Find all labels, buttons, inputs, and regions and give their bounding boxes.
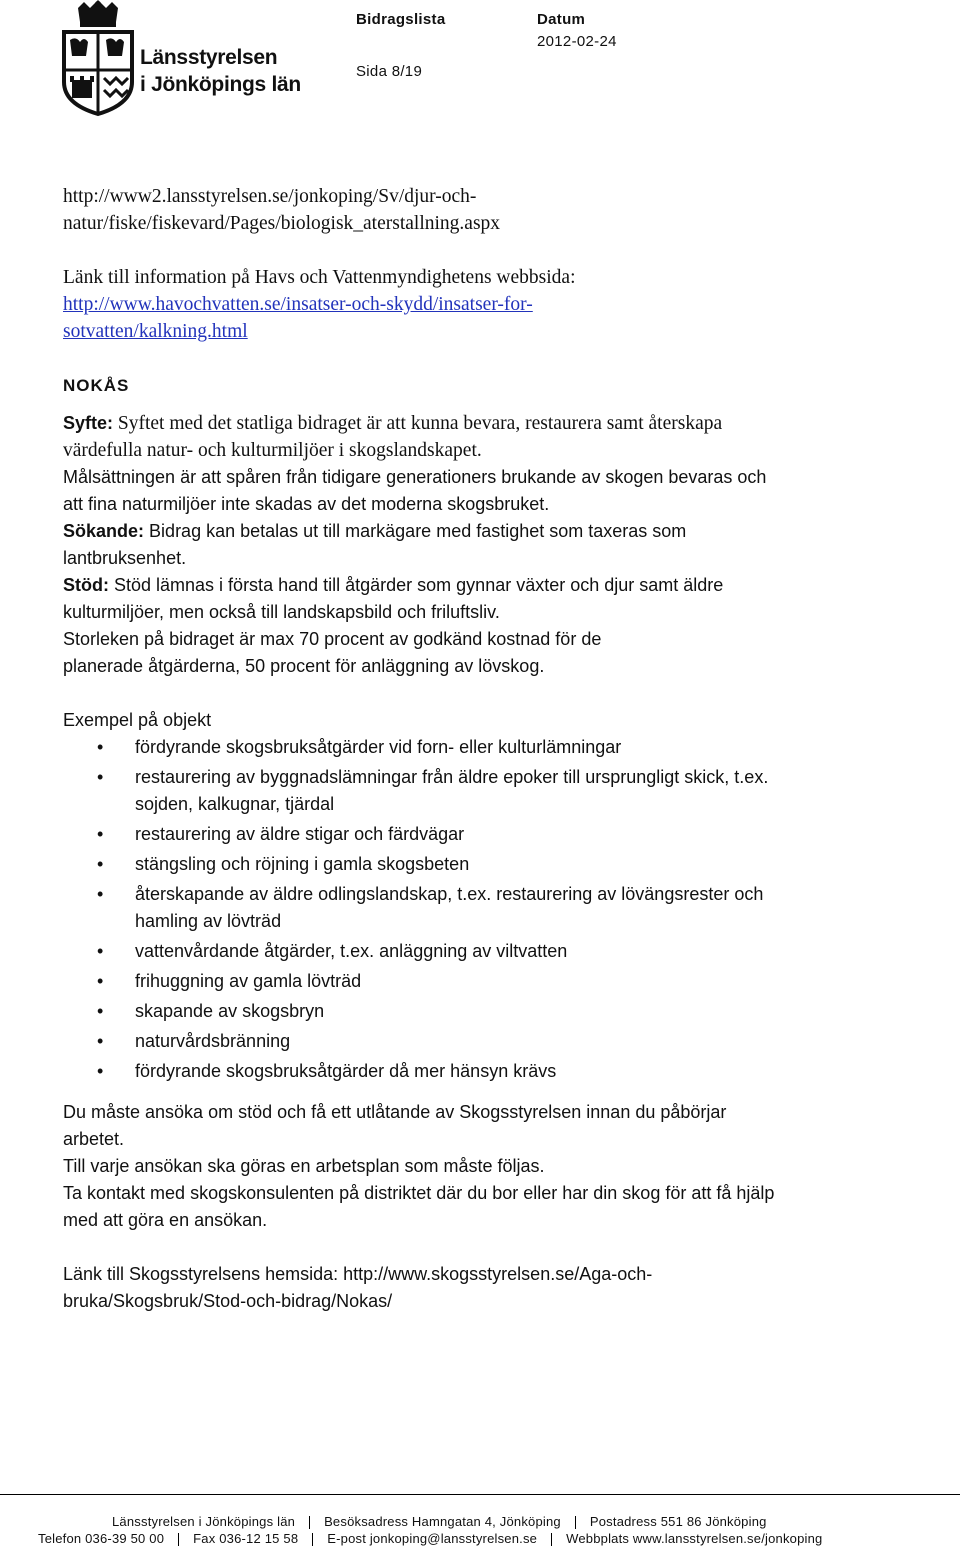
footer-visit: Besöksadress Hamngatan 4, Jönköping xyxy=(324,1514,561,1529)
bullet-icon: • xyxy=(97,824,104,844)
syfte-label: Syfte: xyxy=(63,413,114,433)
footer-fax: Fax 036-12 15 58 xyxy=(193,1531,299,1546)
list-item xyxy=(63,1028,783,1055)
bullet-icon: • xyxy=(97,941,104,961)
bullet-icon: • xyxy=(97,1061,104,1081)
document-body xyxy=(63,183,783,1315)
document-type-label: Bidragslista xyxy=(356,11,446,28)
footer-post: Postadress 551 86 Jönköping xyxy=(589,1514,767,1529)
sokande-text: Bidrag kan betalas ut till markägare med fastighet som taxeras som lantbruksenhet. xyxy=(63,521,687,568)
footer-web[interactable]: Webbplats www.lansstyrelsen.se/jonkoping xyxy=(566,1531,823,1546)
ansok-text: Du måste ansöka om stöd och få ett utlåtande av Skogsstyrelsen innan du påbörjar arbetet. xyxy=(63,1102,727,1149)
storlek-line-1: Storleken på bidraget är max 70 procent av godkänd kostnad för de xyxy=(63,629,602,649)
syfte-text: Syftet med det statliga bidraget är att kunna bevara, restaurera samt återskapa värdefulla natur- och kulturmiljöer i skogslandskapet. xyxy=(63,413,723,461)
footer-divider xyxy=(0,1494,960,1495)
bullet-icon: • xyxy=(97,1031,104,1051)
list-item-text: frihuggning av gamla lövträd xyxy=(135,971,362,991)
list-item-text: naturvårdsbränning xyxy=(135,1031,291,1051)
list-item xyxy=(63,764,783,818)
logo-line-2: i Jönköpings län xyxy=(140,73,301,96)
logo-line-1: Länsstyrelsen xyxy=(140,46,278,69)
list-item xyxy=(63,968,783,995)
stod-paragraph xyxy=(63,572,783,626)
list-item xyxy=(63,998,783,1025)
list-item xyxy=(63,881,783,935)
syfte-paragraph xyxy=(63,410,783,464)
arbetsplan-text: Till varje ansökan ska göras en arbetsplan som måste följas. xyxy=(63,1156,545,1176)
list-item-text: återskapande av äldre odlingslandskap, t.ex. restaurering av lövängsrester och hamling av lövträd xyxy=(135,884,764,931)
url-line-1: http://www2.lansstyrelsen.se/jonkoping/Sv/djur-och- xyxy=(63,186,477,207)
logo-wordmark xyxy=(140,44,301,98)
havs-intro: Länk till information på Havs och Vattenmyndighetens webbsida: xyxy=(63,267,576,288)
date-label: Datum xyxy=(537,11,586,28)
list-item-text: fördyrande skogsbruksåtgärder då mer hänsyn krävs xyxy=(135,1061,557,1081)
list-item xyxy=(63,938,783,965)
list-item-text: skapande av skogsbryn xyxy=(135,1001,325,1021)
url-line-2: natur/fiske/fiskevard/Pages/biologisk_aterstallning.aspx xyxy=(63,213,501,234)
agency-logo xyxy=(58,0,308,118)
skog-link-line-2: bruka/Skogsbruk/Stod-och-bidrag/Nokas/ xyxy=(63,1291,393,1311)
skog-link-line-1: Länk till Skogsstyrelsens hemsida: http://www.skogsstyrelsen.se/Aga-och- xyxy=(63,1264,653,1284)
list-item-text: fördyrande skogsbruksåtgärder vid forn- eller kulturlämningar xyxy=(135,737,622,757)
storlek-line-2: planerade åtgärderna, 50 procent för anläggning av lövskog. xyxy=(63,656,545,676)
list-item-text: restaurering av byggnadslämningar från äldre epoker till ursprungligt skick, t.ex. sojden, kalkugnar, tjärdal xyxy=(135,767,769,814)
exempel-title: Exempel på objekt xyxy=(63,710,212,730)
bullet-icon: • xyxy=(97,884,104,904)
havs-link-line-1[interactable]: http://www.havochvatten.se/insatser-och-skydd/insatser-for- xyxy=(63,294,533,315)
bullet-icon: • xyxy=(97,854,104,874)
footer-row-1 xyxy=(112,1514,767,1529)
list-item-text: vattenvårdande åtgärder, t.ex. anläggning av viltvatten xyxy=(135,941,568,961)
footer-org: Länsstyrelsen i Jönköpings län xyxy=(112,1514,296,1529)
stod-label: Stöd: xyxy=(63,575,109,595)
havs-link-line-2[interactable]: sotvatten/kalkning.html xyxy=(63,321,248,342)
bullet-icon: • xyxy=(97,737,104,757)
bullet-icon: • xyxy=(97,1001,104,1021)
date-value: 2012-02-24 xyxy=(537,33,617,50)
sokande-paragraph xyxy=(63,518,783,572)
list-item xyxy=(63,1058,783,1085)
list-item-text: stängsling och röjning i gamla skogsbeten xyxy=(135,854,470,874)
crown-shield-icon xyxy=(58,0,138,118)
bullet-icon: • xyxy=(97,767,104,787)
footer-row-2 xyxy=(38,1531,822,1546)
malsattning-text: Målsättningen är att spåren från tidigare generationers brukande av skogen bevaras och att fina naturmiljöer inte skadas av det moderna skogsbruket. xyxy=(63,467,767,514)
page-number: Sida 8/19 xyxy=(356,63,423,80)
list-item xyxy=(63,821,783,848)
section-title: NOKÅS xyxy=(63,376,130,395)
footer-phone: Telefon 036-39 50 00 xyxy=(38,1531,165,1546)
footer-email[interactable]: E-post jonkoping@lansstyrelsen.se xyxy=(327,1531,538,1546)
list-item-text: restaurering av äldre stigar och färdvägar xyxy=(135,824,465,844)
kontakt-text: Ta kontakt med skogskonsulenten på distriktet där du bor eller har din skog för att få hjälp med att göra en ansökan. xyxy=(63,1183,775,1230)
example-list xyxy=(63,734,783,1085)
sokande-label: Sökande: xyxy=(63,521,145,541)
list-item xyxy=(63,851,783,878)
bullet-icon: • xyxy=(97,971,104,991)
stod-text: Stöd lämnas i första hand till åtgärder som gynnar växter och djur samt äldre kulturmiljöer, men också till landskapsbild och friluftsliv. xyxy=(63,575,724,622)
list-item xyxy=(63,734,783,761)
